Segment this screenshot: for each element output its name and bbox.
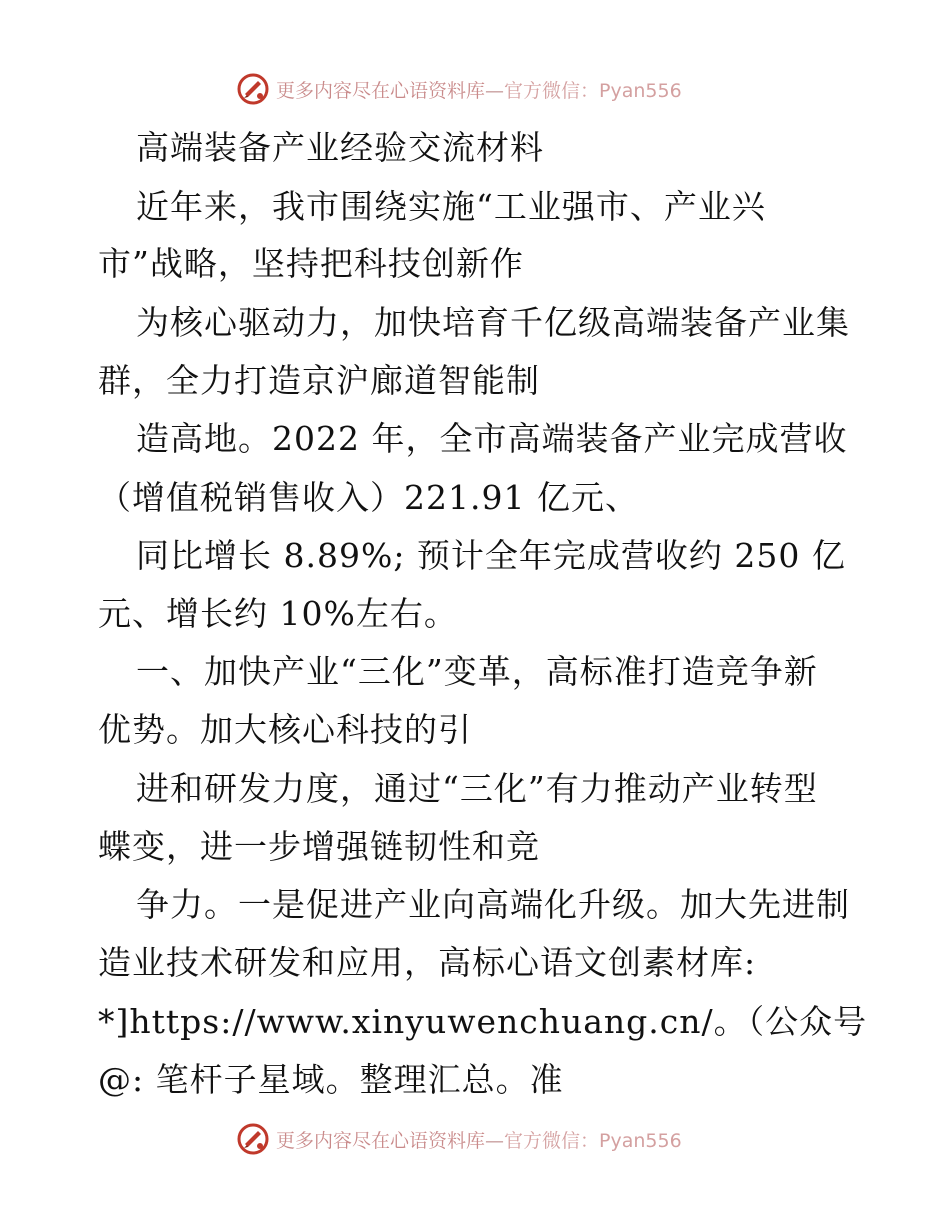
banner-separator: — [485,1129,505,1152]
paragraph-line: 市”战略，坚持把科技创新作 [98,244,524,283]
paragraph-line: （增值税销售收入）221.91 亿元、 [98,478,639,517]
banner-separator: — [485,79,505,102]
paragraph-line: 近年来，我市围绕实施“工业强市、产业兴 [136,187,766,226]
paragraph-line: 元、增长约 10%左右。 [98,594,458,633]
document-title: 高端装备产业经验交流材料 [136,128,544,167]
banner-wechat-text: 官方微信：Pyan556 [504,1129,682,1152]
paragraph-line: 造业技术研发和应用，高标心语文创素材库: [98,943,757,982]
paragraph-line: 蝶变，进一步增强链韧性和竞 [98,827,540,866]
header-banner [236,72,682,106]
paragraph-line: 一、加快产业“三化”变革，高标准打造竞争新 [136,652,818,691]
paragraph-line: 进和研发力度，通过“三化”有力推动产业转型 [136,769,818,808]
paragraph-line: 为核心驱动力，加快培育千亿级高端装备产业集 [136,303,850,342]
paragraph-line: @: 笔杆子星域。整理汇总。准 [98,1060,564,1099]
banner-main-text: 更多内容尽在心语资料库 [276,1129,486,1152]
paragraph-line: 争力。一是促进产业向高端化升级。加大先进制 [136,885,850,924]
banner-main-text: 更多内容尽在心语资料库 [276,79,486,102]
paragraph-line: 群，全力打造京沪廊道智能制 [98,361,540,400]
banner-wechat-text: 官方微信：Pyan556 [504,79,682,102]
paragraph-line: 优势。加大核心科技的引 [98,710,472,749]
footer-banner [236,1122,682,1156]
paragraph-line: 造高地。2022 年，全市高端装备产业完成营收 [136,419,848,458]
paragraph-line: *]https://www.xinyuwenchuang.cn/。（公众号 [98,1002,868,1041]
paragraph-line: 同比增长 8.89%; 预计全年完成营收约 250 亿 [136,536,846,575]
brand-logo-icon [236,1122,270,1156]
brand-logo-icon [236,72,270,106]
